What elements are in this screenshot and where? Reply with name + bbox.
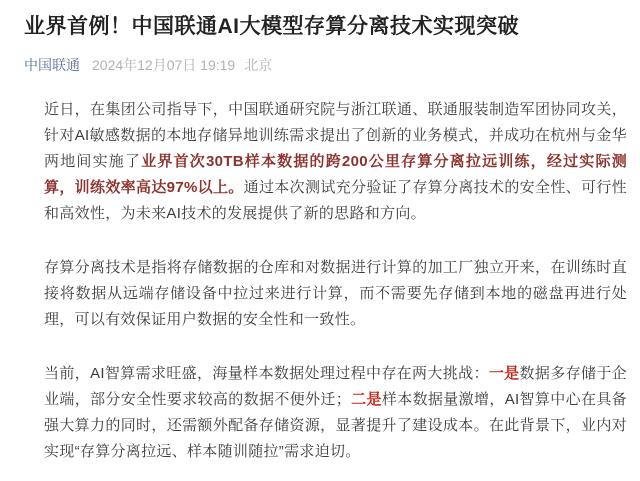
author-link[interactable]: 中国联通 <box>24 57 80 73</box>
article-title: 业界首例！中国联通AI大模型存算分离技术实现突破 <box>24 15 519 38</box>
text-segment: 当前，AI智算需求旺盛，海量样本数据处理过程中存在两大挑战： <box>44 365 489 382</box>
paragraph-definition <box>44 255 627 333</box>
text-segment: 样本数据量激增，AI智算中心在具备强大算力的同时，还需额外配备存储资源，显著提升了建设成本。在此背景下，业内对实现“存算分离拉远、样本随训随拉”需求迫切。 <box>44 391 627 460</box>
article-body <box>0 75 640 465</box>
publish-date: 2024年12月07日 19:19 <box>92 57 236 73</box>
publish-location: 北京 <box>244 57 273 73</box>
paragraph-challenges <box>44 361 627 465</box>
text-segment: 数据多存储于企业端，部分安全性要求较高的数据不便外迁； <box>44 365 627 408</box>
text-segment: 通过本次测试充分验证了存算分离技术的安全性、可行性和高效性，为未来AI技术的发展提供了新的思路和方向。 <box>44 179 627 222</box>
text-segment: 近日，在集团公司指导下，中国联通研究院与浙江联通、联通服装制造军团协同攻关，针对AI敏感数据的本地存储异地训练需求提出了创新的业务模式，并成功在杭州与金华两地间实施了 <box>44 101 627 170</box>
highlight-first-point: 一是 <box>488 365 520 382</box>
text-segment: 存算分离技术是指将存储数据的仓库和对数据进行计算的加工厂独立开来，在训练时直接将数据从远端存储设备中拉过来进行计算，而不需要先存储到本地的磁盘再进行处理，可以有效保证用户数据的安全性和一致性。 <box>44 259 627 328</box>
highlight-second-point: 二是 <box>351 391 382 408</box>
highlight-dark-red: 业界首次30TB样本数据的跨200公里存算分离拉远训练，经过实际测算，训练效率高达97%以上。 <box>44 153 627 196</box>
paragraph-intro <box>44 97 627 227</box>
byline <box>0 42 640 75</box>
